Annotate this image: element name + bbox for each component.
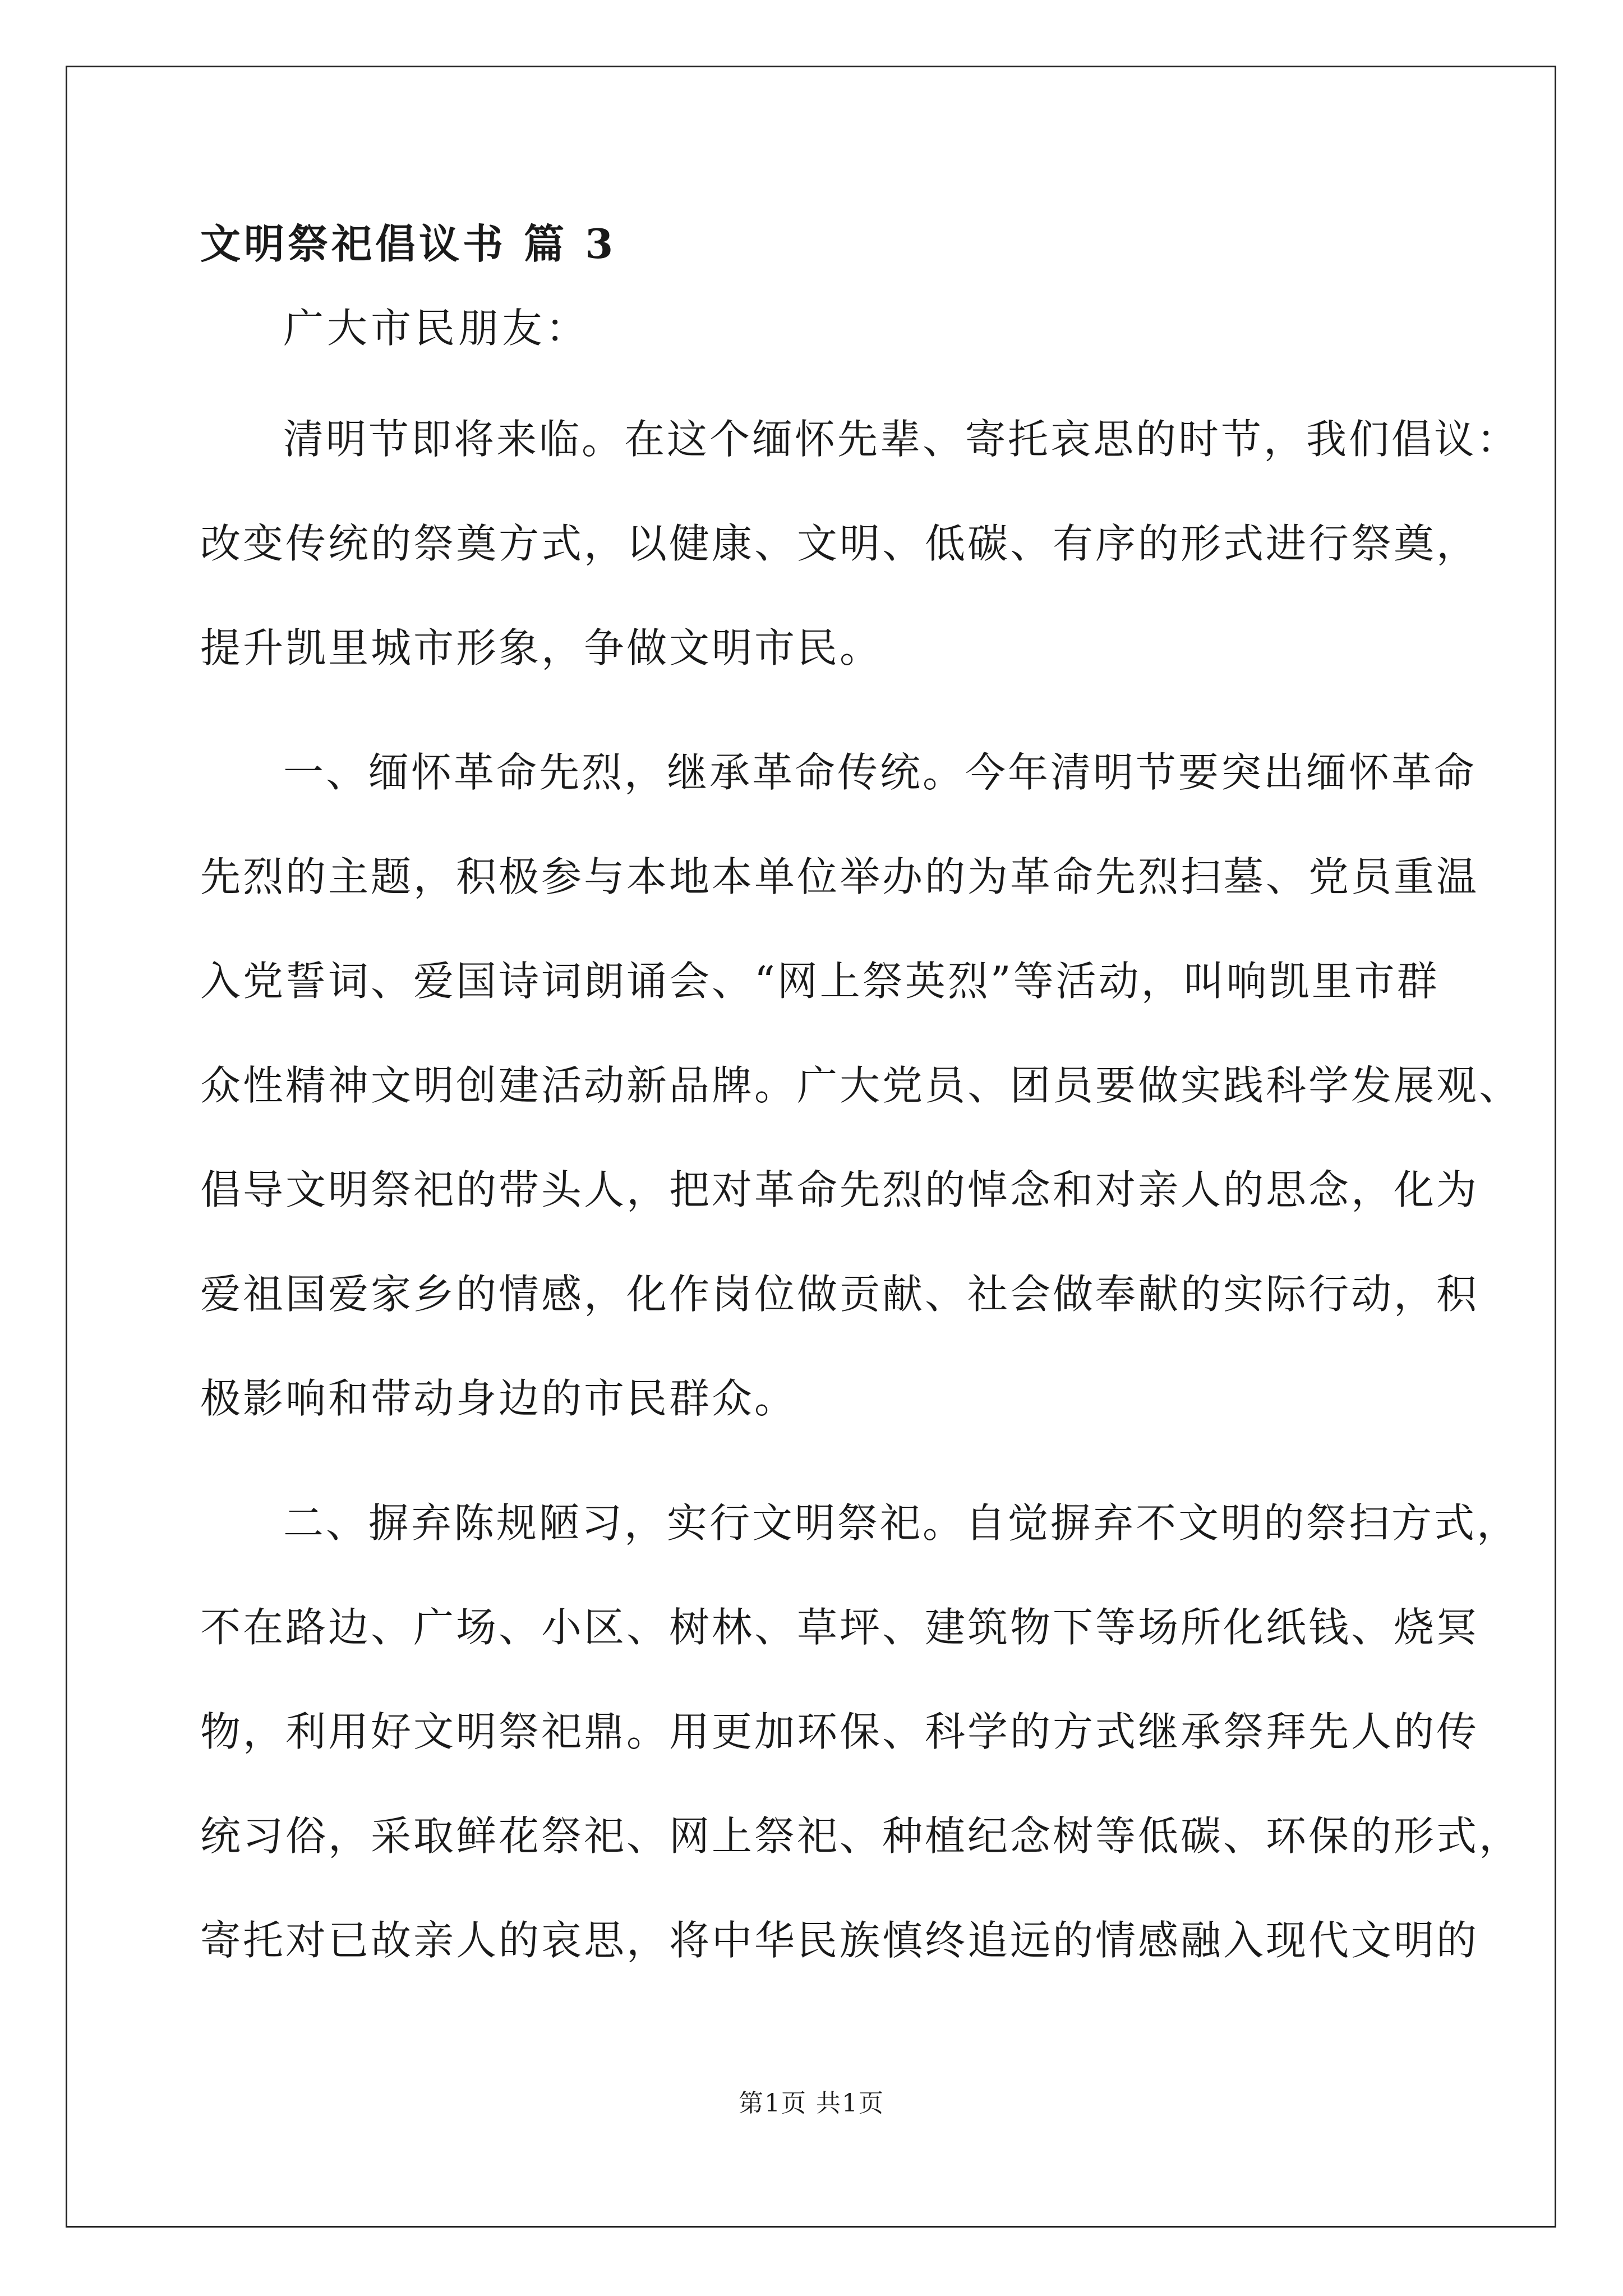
paragraph-line: 一、缅怀革命先烈，继承革命传统。今年清明节要突出缅怀革命 xyxy=(283,749,1477,796)
paragraph-line: 入党誓词、爱国诗词朗诵会、“网上祭英烈”等活动，叫响凯里市群 xyxy=(200,958,1440,1005)
paragraph-line: 先烈的主题，积极参与本地本单位举办的为革命先烈扫墓、党员重温 xyxy=(200,853,1479,900)
paragraph-line: 极影响和带动身边的市民群众。 xyxy=(200,1375,797,1422)
document-title: 文明祭祀倡议书 篇 3 xyxy=(200,220,617,268)
paragraph-line: 物，利用好文明祭祀鼎。用更加环保、科学的方式继承祭拜先人的传 xyxy=(200,1708,1479,1755)
paragraph-line: 倡导文明祭祀的带头人，把对革命先烈的悼念和对亲人的思念，化为 xyxy=(200,1166,1479,1213)
paragraph-3 xyxy=(200,1471,1522,1993)
paragraph-line: 爱祖国爱家乡的情感，化作岗位做贡献、社会做奉献的实际行动，积 xyxy=(200,1271,1479,1318)
greeting: 广大市民朋友： xyxy=(283,305,590,352)
paragraph-line: 提升凯里城市形象，争做文明市民。 xyxy=(200,624,883,671)
paragraph-2 xyxy=(200,720,1522,1451)
paragraph-line: 寄托对已故亲人的哀思，将中华民族慎终追远的情感融入现代文明的 xyxy=(200,1917,1479,1964)
document-body xyxy=(200,219,1522,1964)
paragraph-1 xyxy=(200,387,1520,700)
page-number: 第1页 共1页 xyxy=(739,2089,884,2118)
paragraph-line: 二、摒弃陈规陋习，实行文明祭祀。自觉摒弃不文明的祭扫方式， xyxy=(283,1499,1520,1547)
paragraph-line: 改变传统的祭奠方式，以健康、文明、低碳、有序的形式进行祭奠， xyxy=(200,520,1479,567)
paragraph-line: 不在路边、广场、小区、树林、草坪、建筑物下等场所化纸钱、烧冥 xyxy=(200,1604,1479,1651)
paragraph-line: 统习俗，采取鲜花祭祀、网上祭祀、种植纪念树等低碳、环保的形式， xyxy=(200,1812,1522,1860)
paragraph-line: 众性精神文明创建活动新品牌。广大党员、团员要做实践科学发展观、 xyxy=(200,1062,1522,1109)
paragraph-line: 清明节即将来临。在这个缅怀先辈、寄托哀思的时节，我们倡议： xyxy=(283,416,1520,463)
